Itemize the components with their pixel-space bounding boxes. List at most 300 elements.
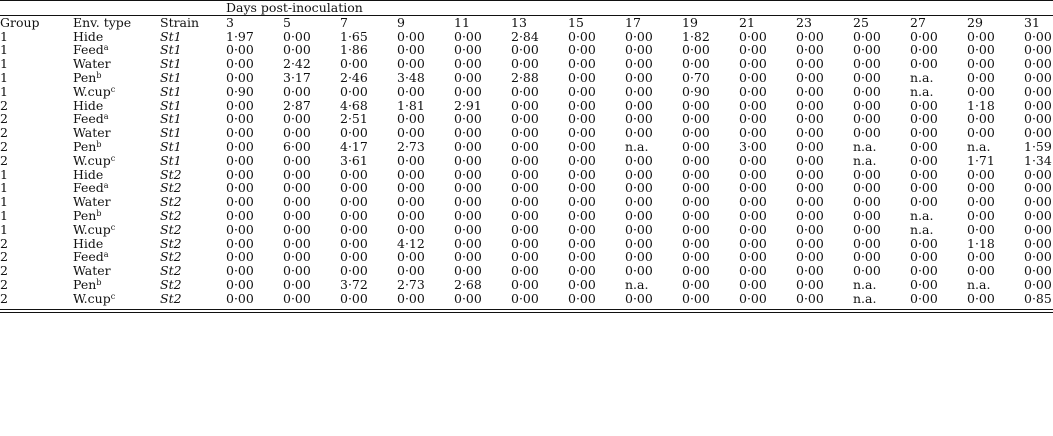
cell-value: 0·00	[568, 194, 596, 210]
cell-value: 4·12	[397, 235, 425, 251]
cell-value: 0·00	[226, 194, 254, 210]
cell-value: 0·00	[1024, 194, 1052, 210]
cell-value: 1·34	[1024, 152, 1052, 168]
cell-env-type	[73, 278, 160, 292]
col-header-env-type: Env. type	[73, 15, 160, 29]
cell-value: n.a.	[625, 138, 649, 154]
cell-value: 0·00	[568, 69, 596, 85]
cell-value: 0·00	[226, 235, 254, 251]
cell-value: 0·00	[568, 97, 596, 113]
cell-value: 0·00	[454, 290, 482, 306]
cell-value: 0·00	[397, 111, 425, 127]
cell-strain: St1	[160, 69, 182, 85]
cell-value: 0·00	[1024, 166, 1052, 182]
cell-strain: St2	[160, 290, 182, 306]
cell-value: 0·00	[397, 28, 425, 44]
cell-value: 0·00	[739, 42, 767, 58]
cell-value: 0·00	[454, 42, 482, 58]
cell-value: 0·00	[1024, 276, 1052, 292]
cell-value: 0·00	[568, 42, 596, 58]
env-type-label: W.cup	[73, 83, 111, 99]
cell-group: 2	[0, 111, 8, 127]
cell-env-type	[73, 168, 160, 182]
cell-value: 0·00	[454, 263, 482, 279]
cell-value: 0·00	[910, 180, 938, 196]
footnote-marker: c	[110, 84, 116, 94]
col-header-day: 19	[682, 15, 739, 29]
cell-value: 0·00	[682, 249, 710, 265]
env-type-label: Pen	[73, 276, 97, 292]
cell-value: 0·00	[226, 125, 254, 141]
cell-value: 0·00	[1024, 69, 1052, 85]
cell-value: 0·00	[853, 207, 881, 223]
cell-value: 0·00	[967, 221, 995, 237]
table-row	[0, 85, 1053, 99]
cell-strain: St2	[160, 221, 182, 237]
cell-value: 0·00	[283, 276, 311, 292]
cell-env-type	[73, 140, 160, 154]
cell-value: 0·00	[511, 42, 539, 58]
cell-value: 0·00	[967, 42, 995, 58]
env-type-label: Feed	[73, 42, 104, 58]
cell-value: 0·00	[511, 152, 539, 168]
footnote-marker: c	[110, 153, 116, 163]
env-type-label: Hide	[73, 97, 104, 113]
cell-value: 0·00	[454, 56, 482, 72]
cell-group: 1	[0, 69, 8, 85]
cell-value: 0·00	[568, 235, 596, 251]
table-body	[0, 30, 1053, 306]
cell-value: 0·00	[511, 111, 539, 127]
cell-value: 0·00	[454, 194, 482, 210]
cell-value: 0·00	[511, 194, 539, 210]
cell-value: 0·00	[340, 194, 368, 210]
cell-value: 0·00	[454, 166, 482, 182]
col-header-day: 3	[226, 15, 283, 29]
cell-group: 2	[0, 97, 8, 113]
cell-env-type	[73, 154, 160, 168]
cell-value: 0·00	[283, 42, 311, 58]
cell-value: 4·17	[340, 138, 368, 154]
cell-value: 0·00	[910, 152, 938, 168]
cell-group: 1	[0, 28, 8, 44]
cell-value: 2·88	[511, 69, 539, 85]
footnote-marker: b	[96, 70, 102, 80]
cell-value: 0·00	[283, 221, 311, 237]
cell-env-type	[73, 57, 160, 71]
cell-value: 0·00	[967, 249, 995, 265]
cell-value: 0·00	[625, 263, 653, 279]
cell-group: 1	[0, 207, 8, 223]
cell-strain: St2	[160, 235, 182, 251]
cell-strain: St2	[160, 276, 182, 292]
cell-value: 0·00	[967, 28, 995, 44]
cell-value: 0·00	[340, 125, 368, 141]
cell-value: 0·00	[454, 152, 482, 168]
cell-value: 0·00	[1024, 83, 1052, 99]
cell-value: 3·72	[340, 276, 368, 292]
cell-value: 0·00	[682, 166, 710, 182]
cell-value: 0·00	[796, 97, 824, 113]
env-type-label: Feed	[73, 111, 104, 127]
cell-group: 2	[0, 152, 8, 168]
cell-value: 0·00	[625, 42, 653, 58]
cell-value: 2·51	[340, 111, 368, 127]
env-type-label: W.cup	[73, 221, 111, 237]
cell-value: 0·00	[739, 97, 767, 113]
cell-value: 0·00	[853, 235, 881, 251]
cell-value: 0·00	[910, 97, 938, 113]
cell-value: 0·00	[739, 235, 767, 251]
cell-value: 0·00	[226, 97, 254, 113]
cell-value: 0·00	[226, 42, 254, 58]
cell-value: 0·00	[226, 166, 254, 182]
env-type-label: W.cup	[73, 290, 111, 306]
cell-value: 0·00	[625, 235, 653, 251]
cell-value: 0·00	[682, 290, 710, 306]
cell-value: 0·00	[739, 276, 767, 292]
cell-value: 0·00	[625, 180, 653, 196]
cell-value: 0·00	[739, 221, 767, 237]
col-header-day: 27	[910, 15, 967, 29]
cell-value: 0·00	[454, 235, 482, 251]
cell-value: 3·48	[397, 69, 425, 85]
cell-value: 0·00	[568, 56, 596, 72]
cell-value: 0·00	[910, 263, 938, 279]
table-row	[0, 209, 1053, 223]
cell-value: 0·00	[454, 249, 482, 265]
cell-env-type	[73, 264, 160, 278]
cell-strain: St2	[160, 249, 182, 265]
cell-value: 2·84	[511, 28, 539, 44]
table-row	[0, 126, 1053, 140]
cell-value: 0·00	[226, 111, 254, 127]
cell-value: 0·00	[568, 138, 596, 154]
cell-value: 0·00	[454, 207, 482, 223]
env-type-label: Pen	[73, 138, 97, 154]
cell-group: 2	[0, 138, 8, 154]
cell-value: 0·00	[682, 152, 710, 168]
table-row	[0, 250, 1053, 264]
env-type-label: Hide	[73, 235, 104, 251]
cell-value: 0·00	[967, 263, 995, 279]
cell-value: 0·00	[397, 263, 425, 279]
cell-env-type	[73, 292, 160, 306]
cell-value: 0·00	[682, 207, 710, 223]
cell-value: 0·00	[739, 263, 767, 279]
col-header-group: Group	[0, 15, 73, 29]
col-header-strain: Strain	[160, 15, 226, 29]
cell-value: 0·00	[682, 97, 710, 113]
env-type-label: Water	[73, 194, 111, 210]
cell-value: 2·91	[454, 97, 482, 113]
col-header-day: 25	[853, 15, 910, 29]
cell-value: 0·00	[625, 194, 653, 210]
cell-value: 0·00	[397, 207, 425, 223]
cell-value: 0·00	[340, 263, 368, 279]
cell-value: 0·00	[511, 290, 539, 306]
cell-value: 0·00	[226, 152, 254, 168]
cell-value: 0·00	[853, 249, 881, 265]
cell-value: 0·00	[967, 83, 995, 99]
cell-value: 0·00	[226, 207, 254, 223]
cell-value: n.a.	[910, 69, 934, 85]
cell-value: 0·00	[397, 83, 425, 99]
cell-env-type	[73, 126, 160, 140]
col-header-day: 5	[283, 15, 340, 29]
cell-env-type	[73, 112, 160, 126]
cell-env-type	[73, 237, 160, 251]
cell-value: 0·00	[682, 276, 710, 292]
cell-value: 0·00	[796, 111, 824, 127]
cell-value: 0·00	[853, 263, 881, 279]
cell-value: 0·00	[226, 138, 254, 154]
cell-value: 2·73	[397, 138, 425, 154]
cell-value: 0·00	[283, 249, 311, 265]
cell-value: 0·00	[796, 207, 824, 223]
cell-value: 0·00	[568, 111, 596, 127]
cell-value: n.a.	[967, 276, 991, 292]
cell-value: 0·00	[340, 166, 368, 182]
env-type-label: W.cup	[73, 152, 111, 168]
table-row	[0, 292, 1053, 306]
cell-value: 0·00	[682, 263, 710, 279]
col-header-day: 11	[454, 15, 511, 29]
cell-strain: St2	[160, 194, 182, 210]
cell-value: 3·61	[340, 152, 368, 168]
cell-value: 2·87	[283, 97, 311, 113]
cell-value: 0·00	[910, 138, 938, 154]
cell-value: 0·00	[340, 249, 368, 265]
cell-value: 0·00	[1024, 180, 1052, 196]
cell-value: 0·00	[625, 290, 653, 306]
footnote-marker: a	[103, 181, 109, 191]
cell-value: 3·17	[283, 69, 311, 85]
cell-value: 0·00	[511, 138, 539, 154]
cell-value: 0·00	[454, 180, 482, 196]
cell-value: 0·00	[226, 180, 254, 196]
cell-value: 0·00	[910, 249, 938, 265]
cell-value: 0·00	[226, 276, 254, 292]
cell-value: 0·00	[568, 221, 596, 237]
cell-value: 0·00	[340, 290, 368, 306]
cell-value: 0·00	[910, 42, 938, 58]
cell-value: 1·86	[340, 42, 368, 58]
cell-value: 0·00	[967, 180, 995, 196]
cell-value: n.a.	[625, 276, 649, 292]
table-row	[0, 278, 1053, 292]
cell-value: 0·00	[568, 290, 596, 306]
env-type-label: Pen	[73, 207, 97, 223]
header-row-columns	[0, 15, 1053, 29]
cell-value: 0·00	[739, 290, 767, 306]
env-type-label: Hide	[73, 166, 104, 182]
cell-env-type	[73, 223, 160, 237]
cell-value: 0·00	[853, 83, 881, 99]
cell-value: 0·00	[853, 69, 881, 85]
cell-value: 0·00	[739, 69, 767, 85]
cell-group: 1	[0, 166, 8, 182]
footnote-marker: c	[110, 291, 116, 301]
cell-value: 0·00	[283, 166, 311, 182]
cell-value: 0·00	[910, 111, 938, 127]
cell-env-type	[73, 30, 160, 44]
table-row	[0, 112, 1053, 126]
cell-value: 0·00	[226, 56, 254, 72]
cell-value: 0·00	[511, 235, 539, 251]
cell-value: 0·00	[568, 249, 596, 265]
cell-group: 2	[0, 276, 8, 292]
cell-env-type	[73, 209, 160, 223]
cell-value: 0·00	[796, 152, 824, 168]
table-row	[0, 30, 1053, 44]
cell-env-type	[73, 181, 160, 195]
cell-group: 2	[0, 263, 8, 279]
cell-value: 0·00	[796, 276, 824, 292]
cell-value: 0·00	[454, 83, 482, 99]
cell-value: 0·00	[796, 56, 824, 72]
days-post-inoculation-heading: Days post-inoculation	[226, 1, 1053, 16]
footnote-marker: a	[103, 112, 109, 122]
col-header-day: 9	[397, 15, 454, 29]
cell-value: 0·00	[568, 152, 596, 168]
col-header-day: 15	[568, 15, 625, 29]
cell-value: 0·00	[1024, 111, 1052, 127]
cell-value: 0·00	[682, 138, 710, 154]
cell-value: 0·00	[682, 180, 710, 196]
cell-value: 2·46	[340, 69, 368, 85]
cell-value: 0·00	[1024, 42, 1052, 58]
cell-strain: St1	[160, 97, 182, 113]
cell-value: 0·00	[739, 111, 767, 127]
cell-value: 0·00	[625, 221, 653, 237]
cell-value: 0·00	[568, 180, 596, 196]
cell-value: 0·00	[853, 221, 881, 237]
cell-value: 0·00	[796, 69, 824, 85]
bottom-rule	[0, 309, 1053, 310]
cell-value: 0·00	[967, 194, 995, 210]
cell-value: 0·00	[739, 166, 767, 182]
cell-value: 0·00	[397, 221, 425, 237]
cell-value: 0·00	[283, 263, 311, 279]
cell-value: 0·00	[454, 69, 482, 85]
cell-group: 1	[0, 221, 8, 237]
cell-value: n.a.	[853, 152, 877, 168]
cell-value: 0·00	[739, 28, 767, 44]
cell-env-type	[73, 99, 160, 113]
cell-value: 0·00	[340, 235, 368, 251]
cell-group: 2	[0, 290, 8, 306]
cell-value: 0·00	[739, 180, 767, 196]
cell-strain: St2	[160, 207, 182, 223]
cell-value: 1·18	[967, 235, 995, 251]
cell-value: 0·00	[283, 111, 311, 127]
cell-value: 0·00	[682, 194, 710, 210]
table-row	[0, 237, 1053, 251]
cell-value: 0·00	[1024, 56, 1052, 72]
footnote-marker: b	[96, 277, 102, 287]
cell-value: 0·00	[739, 152, 767, 168]
cell-value: 0·00	[910, 194, 938, 210]
cell-value: 1·71	[967, 152, 995, 168]
cell-group: 1	[0, 42, 8, 58]
cell-value: 0·00	[511, 166, 539, 182]
cell-value: 0·00	[568, 125, 596, 141]
cell-value: 0·00	[283, 152, 311, 168]
cell-value: 0·00	[511, 221, 539, 237]
cell-value: 0·00	[796, 166, 824, 182]
table-row	[0, 57, 1053, 71]
bottom-rule-double	[0, 312, 1053, 313]
cell-group: 2	[0, 235, 8, 251]
cell-env-type	[73, 85, 160, 99]
footnote-marker: b	[96, 208, 102, 218]
cell-value: 0·00	[397, 166, 425, 182]
cell-value: 0·00	[910, 235, 938, 251]
cell-value: 0·00	[511, 83, 539, 99]
cell-value: 0·00	[967, 56, 995, 72]
cell-value: 0·00	[853, 125, 881, 141]
cell-strain: St2	[160, 166, 182, 182]
cell-value: 0·00	[511, 263, 539, 279]
cell-value: 0·00	[682, 125, 710, 141]
cell-value: 0·00	[967, 111, 995, 127]
cell-value: 0·00	[511, 56, 539, 72]
cell-value: 0·00	[967, 207, 995, 223]
cell-value: 0·00	[682, 111, 710, 127]
cell-value: 0·00	[397, 194, 425, 210]
table-row	[0, 99, 1053, 113]
cell-value: 0·00	[397, 152, 425, 168]
cell-group: 1	[0, 56, 8, 72]
cell-value: 0·00	[511, 180, 539, 196]
cell-env-type	[73, 250, 160, 264]
cell-group: 1	[0, 83, 8, 99]
col-header-day: 21	[739, 15, 796, 29]
cell-value: 0·00	[226, 221, 254, 237]
cell-value: 0·00	[340, 221, 368, 237]
cell-value: 0·00	[454, 125, 482, 141]
cell-value: 0·00	[853, 28, 881, 44]
cell-value: 0·00	[397, 180, 425, 196]
env-type-label: Feed	[73, 180, 104, 196]
cell-value: 0·00	[967, 69, 995, 85]
cell-value: 0·00	[739, 56, 767, 72]
cell-value: n.a.	[967, 138, 991, 154]
cell-value: 0·00	[226, 290, 254, 306]
table-row	[0, 140, 1053, 154]
cell-strain: St1	[160, 125, 182, 141]
cell-value: 4·68	[340, 97, 368, 113]
cell-value: 0·00	[625, 249, 653, 265]
cell-value: 0·00	[739, 83, 767, 99]
cell-value: n.a.	[853, 290, 877, 306]
cell-value: 0·00	[625, 111, 653, 127]
cell-value: 0·00	[910, 56, 938, 72]
cell-value: 0·00	[568, 83, 596, 99]
cell-strain: St1	[160, 138, 182, 154]
cell-value: 0·00	[625, 166, 653, 182]
cell-value: 0·00	[796, 180, 824, 196]
table-row	[0, 264, 1053, 278]
cell-value: 0·00	[625, 28, 653, 44]
cell-value: 0·00	[625, 83, 653, 99]
cell-value: 0·00	[682, 42, 710, 58]
cell-value: 0·00	[283, 180, 311, 196]
cell-value: 0·00	[625, 56, 653, 72]
cell-value: 0·85	[1024, 290, 1052, 306]
cell-value: 0·00	[397, 290, 425, 306]
